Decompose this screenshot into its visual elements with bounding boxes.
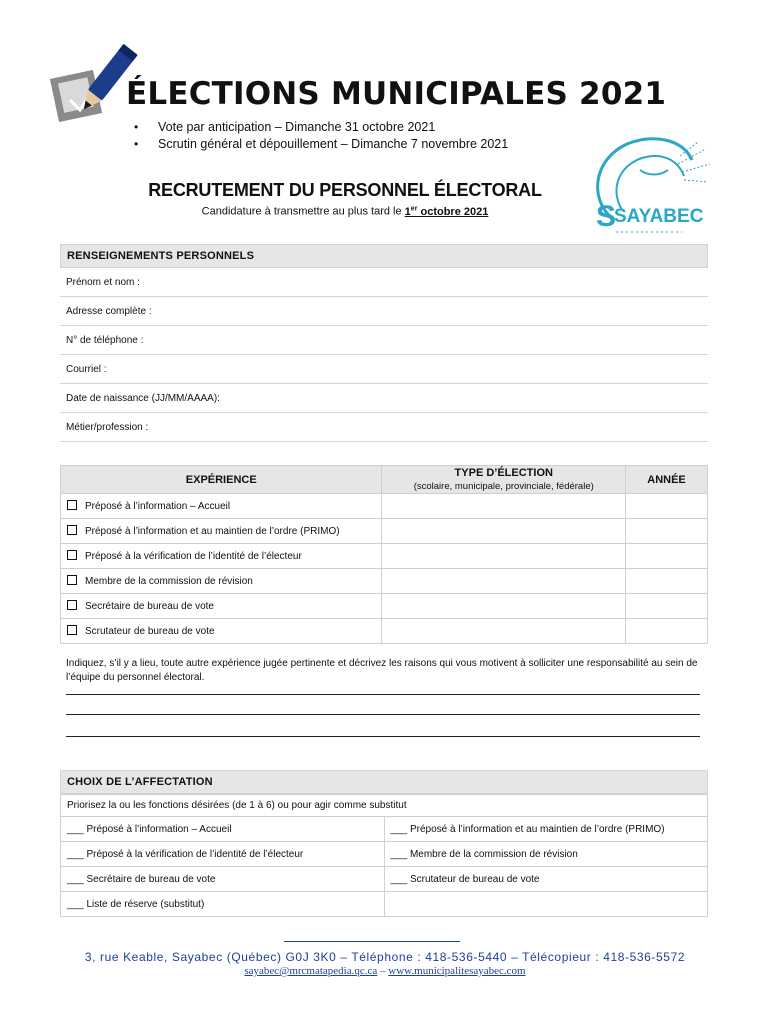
table-row: Membre de la commission de révision: [61, 569, 708, 594]
column-header-election-type: TYPE D’ÉLECTION (scolaire, municipale, provinciale, fédérale): [382, 466, 626, 494]
experience-section: [60, 465, 708, 644]
election-type-cell[interactable]: [382, 619, 626, 644]
assignment-section: [60, 770, 708, 917]
empty-cell: [384, 892, 708, 917]
footer-address: 3, rue Keable, Sayabec (Québec) G0J 3K0 – Téléphone : 418-536-5440 – Télécopieur : 418-536-5572: [84, 950, 686, 964]
website-link[interactable]: www.municipalitesayabec.com: [388, 965, 526, 977]
occupation-field[interactable]: Métier/profession :: [60, 413, 708, 442]
answer-line[interactable]: [66, 736, 700, 737]
experience-checkbox[interactable]: [67, 575, 77, 585]
year-cell[interactable]: [626, 519, 708, 544]
answer-line[interactable]: [66, 714, 700, 715]
experience-table: [60, 465, 708, 644]
deadline-date: 1er octobre 2021: [404, 205, 489, 218]
priority-option[interactable]: ___ Liste de réserve (substitut): [61, 892, 385, 917]
experience-checkbox[interactable]: [67, 625, 77, 635]
experience-checkbox[interactable]: [67, 600, 77, 610]
table-row: Secrétaire de bureau de vote: [61, 594, 708, 619]
year-cell[interactable]: [626, 569, 708, 594]
election-type-cell[interactable]: [382, 519, 626, 544]
experience-checkbox[interactable]: [67, 550, 77, 560]
experience-checkbox[interactable]: [67, 525, 77, 535]
svg-text:S: S: [596, 200, 617, 233]
deadline-subtitle: Candidature à transmettre au plus tard le 1er octobre 2021: [201, 205, 489, 218]
table-row: Scrutateur de bureau de vote: [61, 619, 708, 644]
answer-line[interactable]: [66, 694, 700, 695]
list-item: • Scrutin général et dépouillement – Dimanche 7 novembre 2021: [134, 136, 508, 153]
birthdate-field[interactable]: Date de naissance (JJ/MM/AAAA):: [60, 384, 708, 413]
table-row: Préposé à l’information et au maintien de l’ordre (PRIMO): [61, 519, 708, 544]
table-row: [61, 867, 708, 892]
phone-field[interactable]: N° de téléphone :: [60, 326, 708, 355]
column-header-year: ANNÉE: [626, 466, 708, 494]
email-link[interactable]: sayabec@mrcmatapedia.qc.ca: [244, 965, 378, 977]
list-item: • Vote par anticipation – Dimanche 31 octobre 2021: [134, 119, 508, 136]
election-type-cell[interactable]: [382, 544, 626, 569]
table-row: Préposé à l’information – Accueil: [61, 494, 708, 519]
table-row: Préposé à la vérification de l’identité de l’électeur: [61, 544, 708, 569]
personal-info-section: [60, 244, 708, 442]
experience-note: Indiquez, s’il y a lieu, toute autre expérience jugée pertinente et décrivez les raisons qui vous motivent à solliciter une responsabilité au sein de l’équipe du personnel électoral.: [66, 658, 698, 683]
footer-divider: [284, 941, 460, 942]
year-cell[interactable]: [626, 619, 708, 644]
priority-option[interactable]: ___ Membre de la commission de révision: [384, 842, 708, 867]
table-row: [61, 892, 708, 917]
table-row: [61, 842, 708, 867]
personal-info-header: RENSEIGNEMENTS PERSONNELS: [60, 244, 708, 268]
assignment-header: CHOIX DE L’AFFECTATION: [60, 770, 708, 794]
priority-option[interactable]: ___ Préposé à l’information et au maintien de l’ordre (PRIMO): [384, 817, 708, 842]
priority-option[interactable]: ___ Scrutateur de bureau de vote: [384, 867, 708, 892]
year-cell[interactable]: [626, 494, 708, 519]
experience-checkbox[interactable]: [67, 500, 77, 510]
page-title: ÉLECTIONS MUNICIPALES 2021: [126, 76, 667, 112]
address-field[interactable]: Adresse complète :: [60, 297, 708, 326]
election-type-cell[interactable]: [382, 494, 626, 519]
column-header-experience: EXPÉRIENCE: [61, 466, 382, 494]
assignment-description: Priorisez la ou les fonctions désirées (de 1 à 6) ou pour agir comme substitut: [61, 795, 708, 817]
year-cell[interactable]: [626, 594, 708, 619]
sayabec-logo: [582, 130, 718, 240]
table-row: [61, 817, 708, 842]
name-field[interactable]: Prénom et nom :: [60, 268, 708, 297]
priority-option[interactable]: ___ Secrétaire de bureau de vote: [61, 867, 385, 892]
recruitment-title: RECRUTEMENT DU PERSONNEL ÉLECTORAL: [148, 180, 542, 200]
logo-text: SAYABEC: [614, 206, 704, 227]
priority-option[interactable]: ___ Préposé à la vérification de l’identité de l’électeur: [61, 842, 385, 867]
assignment-table: [60, 794, 708, 917]
election-type-cell[interactable]: [382, 594, 626, 619]
election-type-cell[interactable]: [382, 569, 626, 594]
footer-links: sayabec@mrcmatapedia.qc.ca – www.municipalitesayabec.com: [244, 965, 526, 977]
year-cell[interactable]: [626, 544, 708, 569]
priority-option[interactable]: ___ Préposé à l’information – Accueil: [61, 817, 385, 842]
email-field[interactable]: Courriel :: [60, 355, 708, 384]
key-dates-list: [134, 119, 508, 153]
